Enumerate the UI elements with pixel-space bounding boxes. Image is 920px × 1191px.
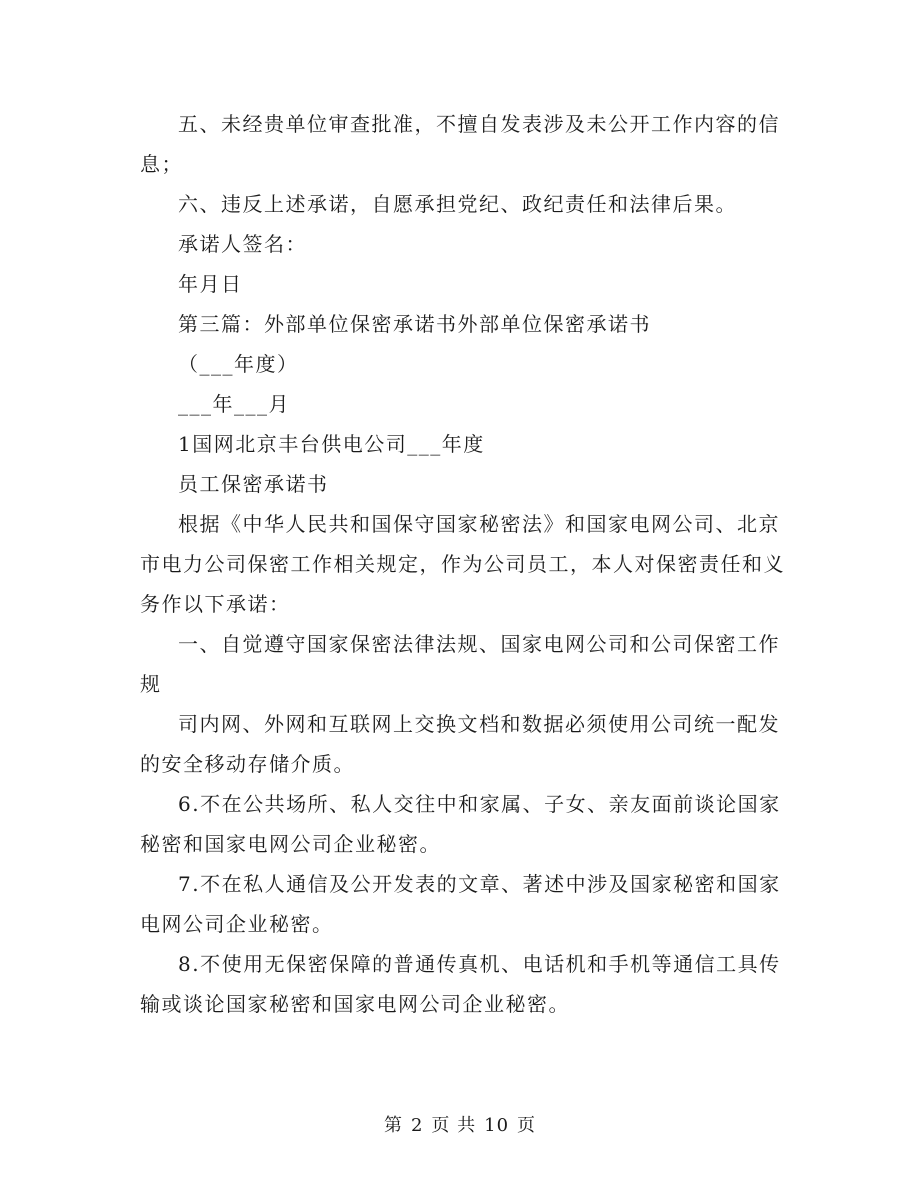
paragraph-line: 规 [140,672,162,696]
paragraph-line: 息； [140,152,183,176]
paragraph-line: 7.不在私人通信及公开发表的文章、著述中涉及国家秘密和国家 [178,872,781,896]
page-label-suffix: 页 [517,1115,537,1136]
paragraph-line: 市电力公司保密工作相关规定，作为公司员工，本人对保密责任和义 [140,552,785,576]
month-field: ___年___月 [178,392,290,416]
paragraph-line: 一、自觉遵守国家保密法律法规、国家电网公司和公司保密工作 [178,632,780,656]
signature-label: 承诺人签名： [178,232,307,256]
page-label-mid: 页 共 [431,1115,477,1136]
paragraph-line: 8.不使用无保密保障的普通传真机、电话机和手机等通信工具传 [178,952,781,976]
section-heading: 第三篇：外部单位保密承诺书外部单位保密承诺书 [178,312,651,336]
paragraph-line: 五、未经贵单位审查批准，不擅自发表涉及未公开工作内容的信 [178,112,780,136]
paragraph-line: 根据《中华人民共和国保守国家秘密法》和国家电网公司、北京 [178,512,780,536]
paragraph-line: 秘密和国家电网公司企业秘密。 [140,832,441,856]
paragraph-line: 输或谈论国家秘密和国家电网公司企业秘密。 [140,992,570,1016]
paragraph-line: 务作以下承诺： [140,592,291,616]
page-footer [0,1111,920,1137]
document-title: 员工保密承诺书 [178,472,329,496]
document-body [140,104,785,1024]
paragraph-line: 司内网、外网和互联网上交换文档和数据必须使用公司统一配发 [178,712,780,736]
year-field: （___年度） [178,352,299,376]
total-pages-number: 10 [484,1115,510,1136]
current-page-number: 2 [410,1115,424,1136]
paragraph-line: 电网公司企业秘密。 [140,912,334,936]
page-label-prefix: 第 [383,1115,403,1136]
company-line: 1国网北京丰台供电公司___年度 [178,432,485,456]
date-label: 年月日 [178,272,243,296]
paragraph-line: 六、违反上述承诺，自愿承担党纪、政纪责任和法律后果。 [178,192,737,216]
paragraph-line: 6.不在公共场所、私人交往中和家属、子女、亲友面前谈论国家 [178,792,781,816]
paragraph-line: 的安全移动存储介质。 [140,752,355,776]
